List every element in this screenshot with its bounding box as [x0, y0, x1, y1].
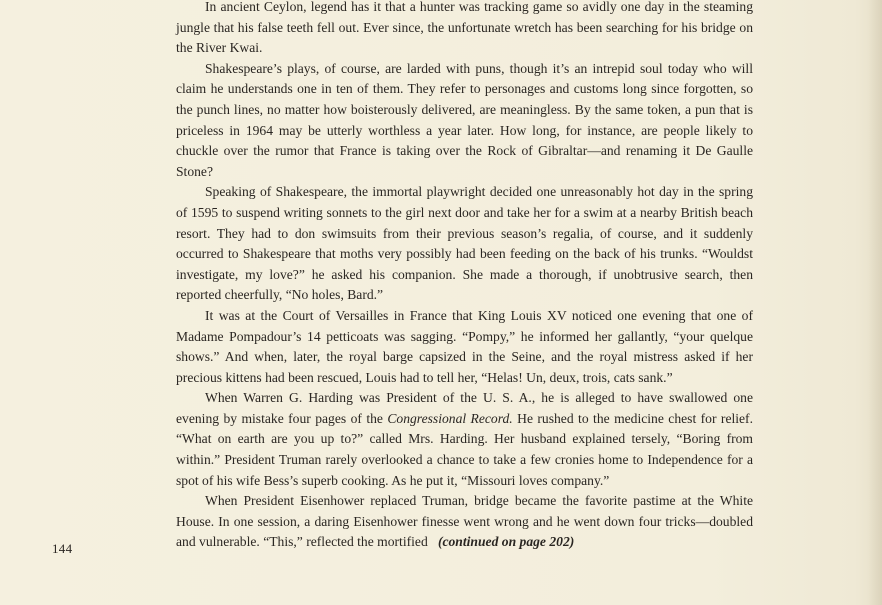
continued-note: (continued on page 202) — [437, 534, 575, 550]
paragraph-versailles — [176, 306, 753, 388]
page-number: 144 — [52, 541, 73, 556]
paragraph-text: He rushed to the medicine chest for relief. “What on earth are you up to?” called Mrs. Harding. Her husband explained tersely, “Boring from within.” President Truman rarely overlooked a chance to take a few cronies home to Independence for a spot of his wife Bess’s superb cooking. As he put it, “Missouri loves company.” — [176, 410, 753, 488]
paragraph-harding — [176, 388, 753, 491]
paragraph-text: In ancient Ceylon, legend has it that a hunter was tracking game so avidly one day in the steaming jungle that his false teeth fell out. Ever since, the unfortunate wretch has been searching for his bridge on the River Kwai. — [176, 0, 753, 56]
paragraph-ceylon — [176, 0, 753, 59]
paragraph-shakespeare-puns — [176, 59, 753, 183]
italic-title: Congressional Record. — [387, 410, 513, 426]
page-edge-shadow — [868, 0, 882, 605]
text-column — [176, 0, 753, 553]
paragraph-text: Shakespeare’s plays, of course, are larded with puns, though it’s an intrepid soul today who will claim he understands one in ten of them. They refer to personages and customs long since forgotten, so the punch lines, no matter how boisterously delivered, are meaningless. By the same token, a pun that is priceless in 1964 may be utterly worthless a year later. How long, for instance, are people likely to chuckle over the rumor that France is taking over the Rock of Gibraltar—and renaming it De Gaulle Stone? — [176, 60, 753, 179]
paragraph-text: Speaking of Shakespeare, the immortal playwright decided one unreasonably hot day in the spring of 1595 to suspend writing sonnets to the girl next door and take her for a swim at a nearby British beach resort. They had to don swimsuits from their previous season’s regalia, of course, and it suddenly occurred to Shakespeare that moths very possibly had been feeding on the back of his trunks. “Wouldst investigate, my love?” he asked his companion. She made a thorough, if unobtrusive search, then reported cheerfully, “No holes, Bard.” — [176, 184, 753, 303]
paragraph-text: When Warren G. Harding was President of the U. S. A., he is alleged to have swallowed one evening by mistake four pages of the — [176, 390, 753, 426]
paragraph-text: When President Eisenhower replaced Truman, bridge became the favorite pastime at the White House. In one session, a daring Eisenhower finesse went wrong and he went down four tricks—doubled and vulnerable. “This,” reflected the mortified — [176, 493, 753, 550]
paragraph-eisenhower — [176, 491, 753, 553]
paragraph-text: It was at the Court of Versailles in France that King Louis XV noticed one evening that one of Madame Pompadour’s 14 petticoats was sagging. “Pompy,” he informed her gallantly, “your quelque shows.” And when, later, the royal barge capsized in the Seine, and the royal mistress asked if her precious kittens had been rescued, Louis had to tell her, “Helas! Un, deux, trois, cats sank.” — [176, 307, 753, 385]
paragraph-shakespeare-swim — [176, 182, 753, 306]
